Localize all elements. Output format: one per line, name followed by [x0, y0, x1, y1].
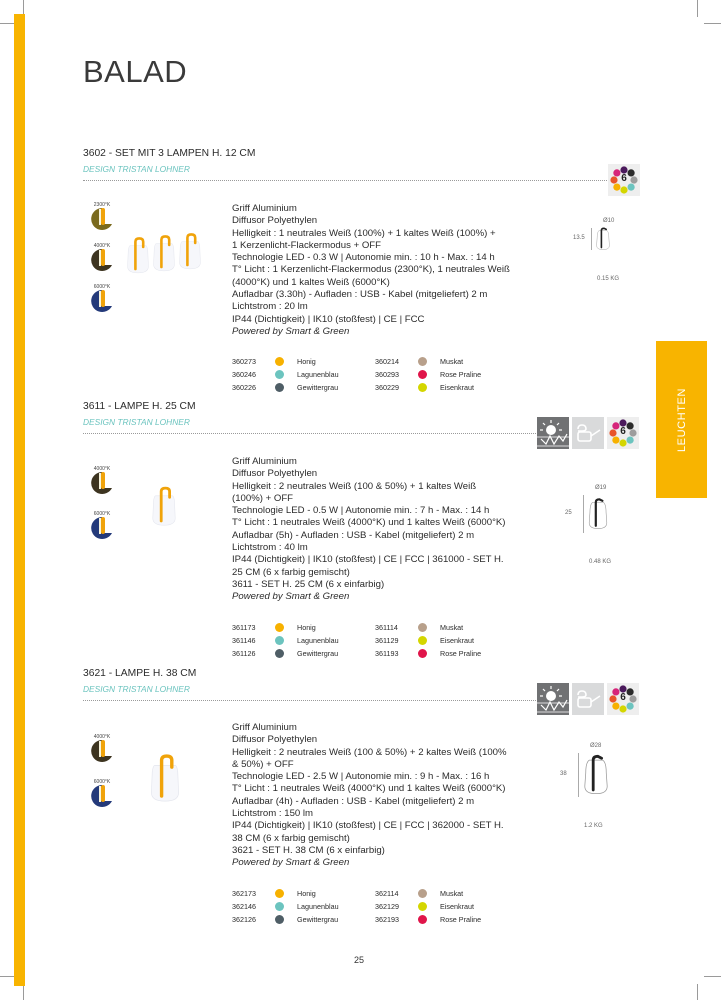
category-tab-label: LEUCHTEN	[675, 387, 688, 452]
spec-line: Lichtstrom : 20 lm	[232, 301, 308, 313]
article-code: 362129	[375, 902, 399, 911]
spec-line: (100%) + OFF	[232, 492, 294, 504]
spec-line: Griff Aluminium	[232, 456, 297, 467]
color-swatch	[418, 649, 427, 658]
outdoor-sun-icon	[537, 683, 569, 715]
product-description	[232, 456, 532, 604]
product-image	[151, 234, 177, 278]
accent-side-bar	[14, 14, 25, 986]
article-code: 362193	[375, 915, 399, 924]
table-row	[232, 370, 492, 383]
spec-line: Lichtstrom : 150 lm	[232, 808, 314, 820]
color-count: 6	[620, 692, 626, 703]
spec-line: IP44 (Dichtigkeit) | IK10 (stoßfest) | CE | FCC	[232, 313, 425, 325]
article-code: 362173	[232, 889, 256, 898]
color-swatch	[418, 370, 427, 379]
product-image	[150, 485, 178, 533]
color-name: Muskat	[440, 623, 464, 632]
weight-label: 1.2 KG	[584, 823, 603, 829]
spec-line: Technologie LED - 0.3 W | Autonomie min. : 10 h - Max. : 14 h	[232, 252, 495, 264]
diameter-label: Ø28	[590, 743, 602, 749]
color-name: Rose Praline	[440, 649, 482, 658]
product-description	[232, 722, 532, 870]
color-name: Rose Praline	[440, 915, 482, 924]
article-code: 362114	[375, 889, 399, 898]
color-wheel-icon	[607, 683, 639, 715]
table-row	[232, 357, 492, 370]
color-swatch	[275, 889, 284, 898]
spec-line: T° Licht : 1 neutrales Weiß (4000°K) und 1 kaltes Weiß (6000°K)	[232, 783, 506, 795]
spec-line: 38 CM (6 x farbig gemischt)	[232, 832, 350, 844]
product-image	[125, 236, 151, 280]
dotted-divider	[83, 700, 538, 701]
spec-line: Technologie LED - 0.5 W | Autonomie min. : 7 h - Max. : 14 h	[232, 505, 490, 517]
color-name: Lagunenblau	[297, 902, 339, 911]
spec-line: Helligkeit : 2 neutrales Weiß (100 & 50%) + 2 kaltes Weiß (100%	[232, 746, 507, 758]
crop-mark	[697, 0, 698, 17]
color-swatch	[275, 357, 284, 366]
light-temperature-icon	[86, 464, 118, 496]
color-name: Muskat	[440, 889, 464, 898]
light-temperature-icon	[86, 200, 118, 232]
color-swatch	[275, 649, 284, 658]
light-temperature-icon	[86, 732, 118, 764]
spec-line: 3621 - SET H. 38 CM (6 x einfarbig)	[232, 844, 385, 856]
article-code: 360229	[375, 383, 399, 392]
svg-text:6000°K: 6000°K	[93, 511, 111, 517]
color-code-table	[232, 357, 492, 396]
spec-line: (4000°K) und 1 kaltes Weiß (6000°K)	[232, 276, 390, 288]
article-code: 362126	[232, 915, 256, 924]
article-code: 360214	[375, 357, 399, 366]
height-label: 25	[565, 510, 572, 516]
product-image	[148, 752, 182, 810]
dimension-drawing	[582, 752, 610, 802]
height-label: 38	[560, 771, 567, 777]
table-row	[232, 649, 492, 662]
table-row	[232, 636, 492, 649]
color-wheel-icon	[608, 164, 640, 196]
section-title: 3602 - SET MIT 3 LAMPEN H. 12 CM	[83, 148, 256, 159]
table-row	[232, 902, 492, 915]
spec-line: Griff Aluminium	[232, 722, 297, 733]
spec-line: Aufladbar (3.30h) - Aufladen : USB - Kabel (mitgeliefert) 2 m	[232, 289, 488, 301]
spec-line: 25 CM (6 x farbig gemischt)	[232, 566, 350, 578]
color-name: Gewittergrau	[297, 915, 339, 924]
powered-by: Powered by Smart & Green	[232, 325, 350, 337]
color-swatch	[275, 383, 284, 392]
color-name: Rose Praline	[440, 370, 482, 379]
spec-line: Lichtstrom : 40 lm	[232, 542, 308, 554]
color-swatch	[275, 636, 284, 645]
color-swatch	[275, 623, 284, 632]
section-title: 3611 - LAMPE H. 25 CM	[83, 401, 196, 412]
crop-mark	[697, 984, 698, 1000]
dimension-drawing	[587, 494, 609, 538]
crop-mark	[704, 23, 721, 24]
article-code: 360273	[232, 357, 256, 366]
crop-mark	[0, 976, 14, 977]
product-image	[177, 232, 203, 276]
designer-credit: DESIGN TRISTAN LOHNER	[83, 164, 190, 174]
light-temperature-icon	[86, 282, 118, 314]
svg-text:2300°K: 2300°K	[93, 202, 111, 208]
height-indicator	[583, 495, 584, 533]
color-swatch	[418, 383, 427, 392]
color-code-table	[232, 889, 492, 928]
watering-can-icon	[572, 683, 604, 715]
color-name: Gewittergrau	[297, 383, 339, 392]
spec-line: IP44 (Dichtigkeit) | IK10 (stoßfest) | CE | FCC | 361000 - SET H.	[232, 554, 504, 566]
height-indicator	[578, 753, 579, 797]
color-name: Eisenkraut	[440, 636, 474, 645]
color-swatch	[275, 370, 284, 379]
svg-text:4000°K: 4000°K	[93, 734, 111, 740]
crop-mark	[23, 984, 24, 1000]
color-name: Honig	[297, 357, 316, 366]
color-swatch	[418, 636, 427, 645]
designer-credit: DESIGN TRISTAN LOHNER	[83, 684, 190, 694]
page-title: BALAD	[83, 54, 188, 89]
dimension-drawing	[595, 227, 611, 255]
light-temperature-icon	[86, 777, 118, 809]
article-code: 361173	[232, 623, 256, 632]
table-row	[232, 915, 492, 928]
dotted-divider	[83, 433, 538, 434]
spec-line: T° Licht : 1 neutrales Weiß (4000°K) und 1 kaltes Weiß (6000°K)	[232, 517, 506, 529]
spec-line: Aufladbar (5h) - Aufladen : USB - Kabel (mitgeliefert) 2 m	[232, 529, 475, 541]
page-number: 25	[354, 955, 365, 965]
table-row	[232, 623, 492, 636]
spec-line: Diffusor Polyethylen	[232, 734, 318, 746]
article-code: 360246	[232, 370, 256, 379]
color-name: Gewittergrau	[297, 649, 339, 658]
height-indicator	[591, 228, 592, 250]
spec-line: Helligkeit : 2 neutrales Weiß (100 & 50%) + 1 kaltes Weiß	[232, 480, 477, 492]
weight-label: 0.48 KG	[589, 559, 612, 565]
color-name: Muskat	[440, 357, 464, 366]
weight-label: 0.15 KG	[597, 276, 620, 282]
spec-line: Technologie LED - 2.5 W | Autonomie min. : 9 h - Max. : 16 h	[232, 771, 490, 783]
outdoor-sun-icon	[537, 417, 569, 449]
article-code: 361193	[375, 649, 399, 658]
height-label: 13.5	[573, 235, 585, 241]
watering-can-icon	[572, 417, 604, 449]
spec-line: Aufladbar (4h) - Aufladen : USB - Kabel (mitgeliefert) 2 m	[232, 795, 475, 807]
spec-line: T° Licht : 1 Kerzenlicht-Flackermodus (2300°K), 1 neutrales Weiß	[232, 264, 510, 276]
section-title: 3621 - LAMPE H. 38 CM	[83, 668, 197, 679]
article-code: 361129	[375, 636, 399, 645]
diameter-label: Ø10	[603, 218, 615, 224]
spec-line: & 50%) + OFF	[232, 758, 294, 770]
crop-mark	[704, 976, 721, 977]
article-code: 361146	[232, 636, 256, 645]
category-tab[interactable]	[656, 341, 707, 498]
spec-line: Griff Aluminium	[232, 203, 297, 214]
designer-credit: DESIGN TRISTAN LOHNER	[83, 417, 190, 427]
color-code-table	[232, 623, 492, 662]
svg-text:4000°K: 4000°K	[93, 466, 111, 472]
color-count: 6	[621, 173, 627, 184]
color-count: 6	[620, 426, 626, 437]
table-row	[232, 383, 492, 396]
diameter-label: Ø19	[595, 485, 607, 491]
spec-line: Diffusor Polyethylen	[232, 215, 318, 227]
color-swatch	[418, 623, 427, 632]
color-name: Lagunenblau	[297, 636, 339, 645]
color-swatch	[275, 915, 284, 924]
spec-line: IP44 (Dichtigkeit) | IK10 (stoßfest) | CE | FCC | 362000 - SET H.	[232, 820, 504, 832]
light-temperature-icon	[86, 509, 118, 541]
product-description	[232, 203, 532, 338]
color-swatch	[275, 902, 284, 911]
color-swatch	[418, 889, 427, 898]
article-code: 360293	[375, 370, 399, 379]
color-wheel-icon	[607, 417, 639, 449]
dotted-divider	[83, 180, 611, 181]
spec-line: 1 Kerzenlicht-Flackermodus + OFF	[232, 239, 382, 251]
color-name: Eisenkraut	[440, 383, 474, 392]
spec-line: 3611 - SET H. 25 CM (6 x einfarbig)	[232, 578, 385, 590]
color-swatch	[418, 902, 427, 911]
color-swatch	[418, 357, 427, 366]
article-code: 361126	[232, 649, 256, 658]
powered-by: Powered by Smart & Green	[232, 857, 350, 869]
color-swatch	[418, 915, 427, 924]
article-code: 360226	[232, 383, 256, 392]
color-name: Honig	[297, 623, 316, 632]
svg-text:6000°K: 6000°K	[93, 284, 111, 290]
table-row	[232, 889, 492, 902]
svg-text:4000°K: 4000°K	[93, 243, 111, 249]
powered-by: Powered by Smart & Green	[232, 591, 350, 603]
color-name: Eisenkraut	[440, 902, 474, 911]
light-temperature-icon	[86, 241, 118, 273]
spec-line: Helligkeit : 1 neutrales Weiß (100%) + 1 kaltes Weiß (100%) +	[232, 227, 496, 239]
article-code: 361114	[375, 623, 398, 632]
article-code: 362146	[232, 902, 256, 911]
color-name: Honig	[297, 889, 316, 898]
spec-line: Diffusor Polyethylen	[232, 468, 318, 480]
color-name: Lagunenblau	[297, 370, 339, 379]
svg-text:6000°K: 6000°K	[93, 779, 111, 785]
